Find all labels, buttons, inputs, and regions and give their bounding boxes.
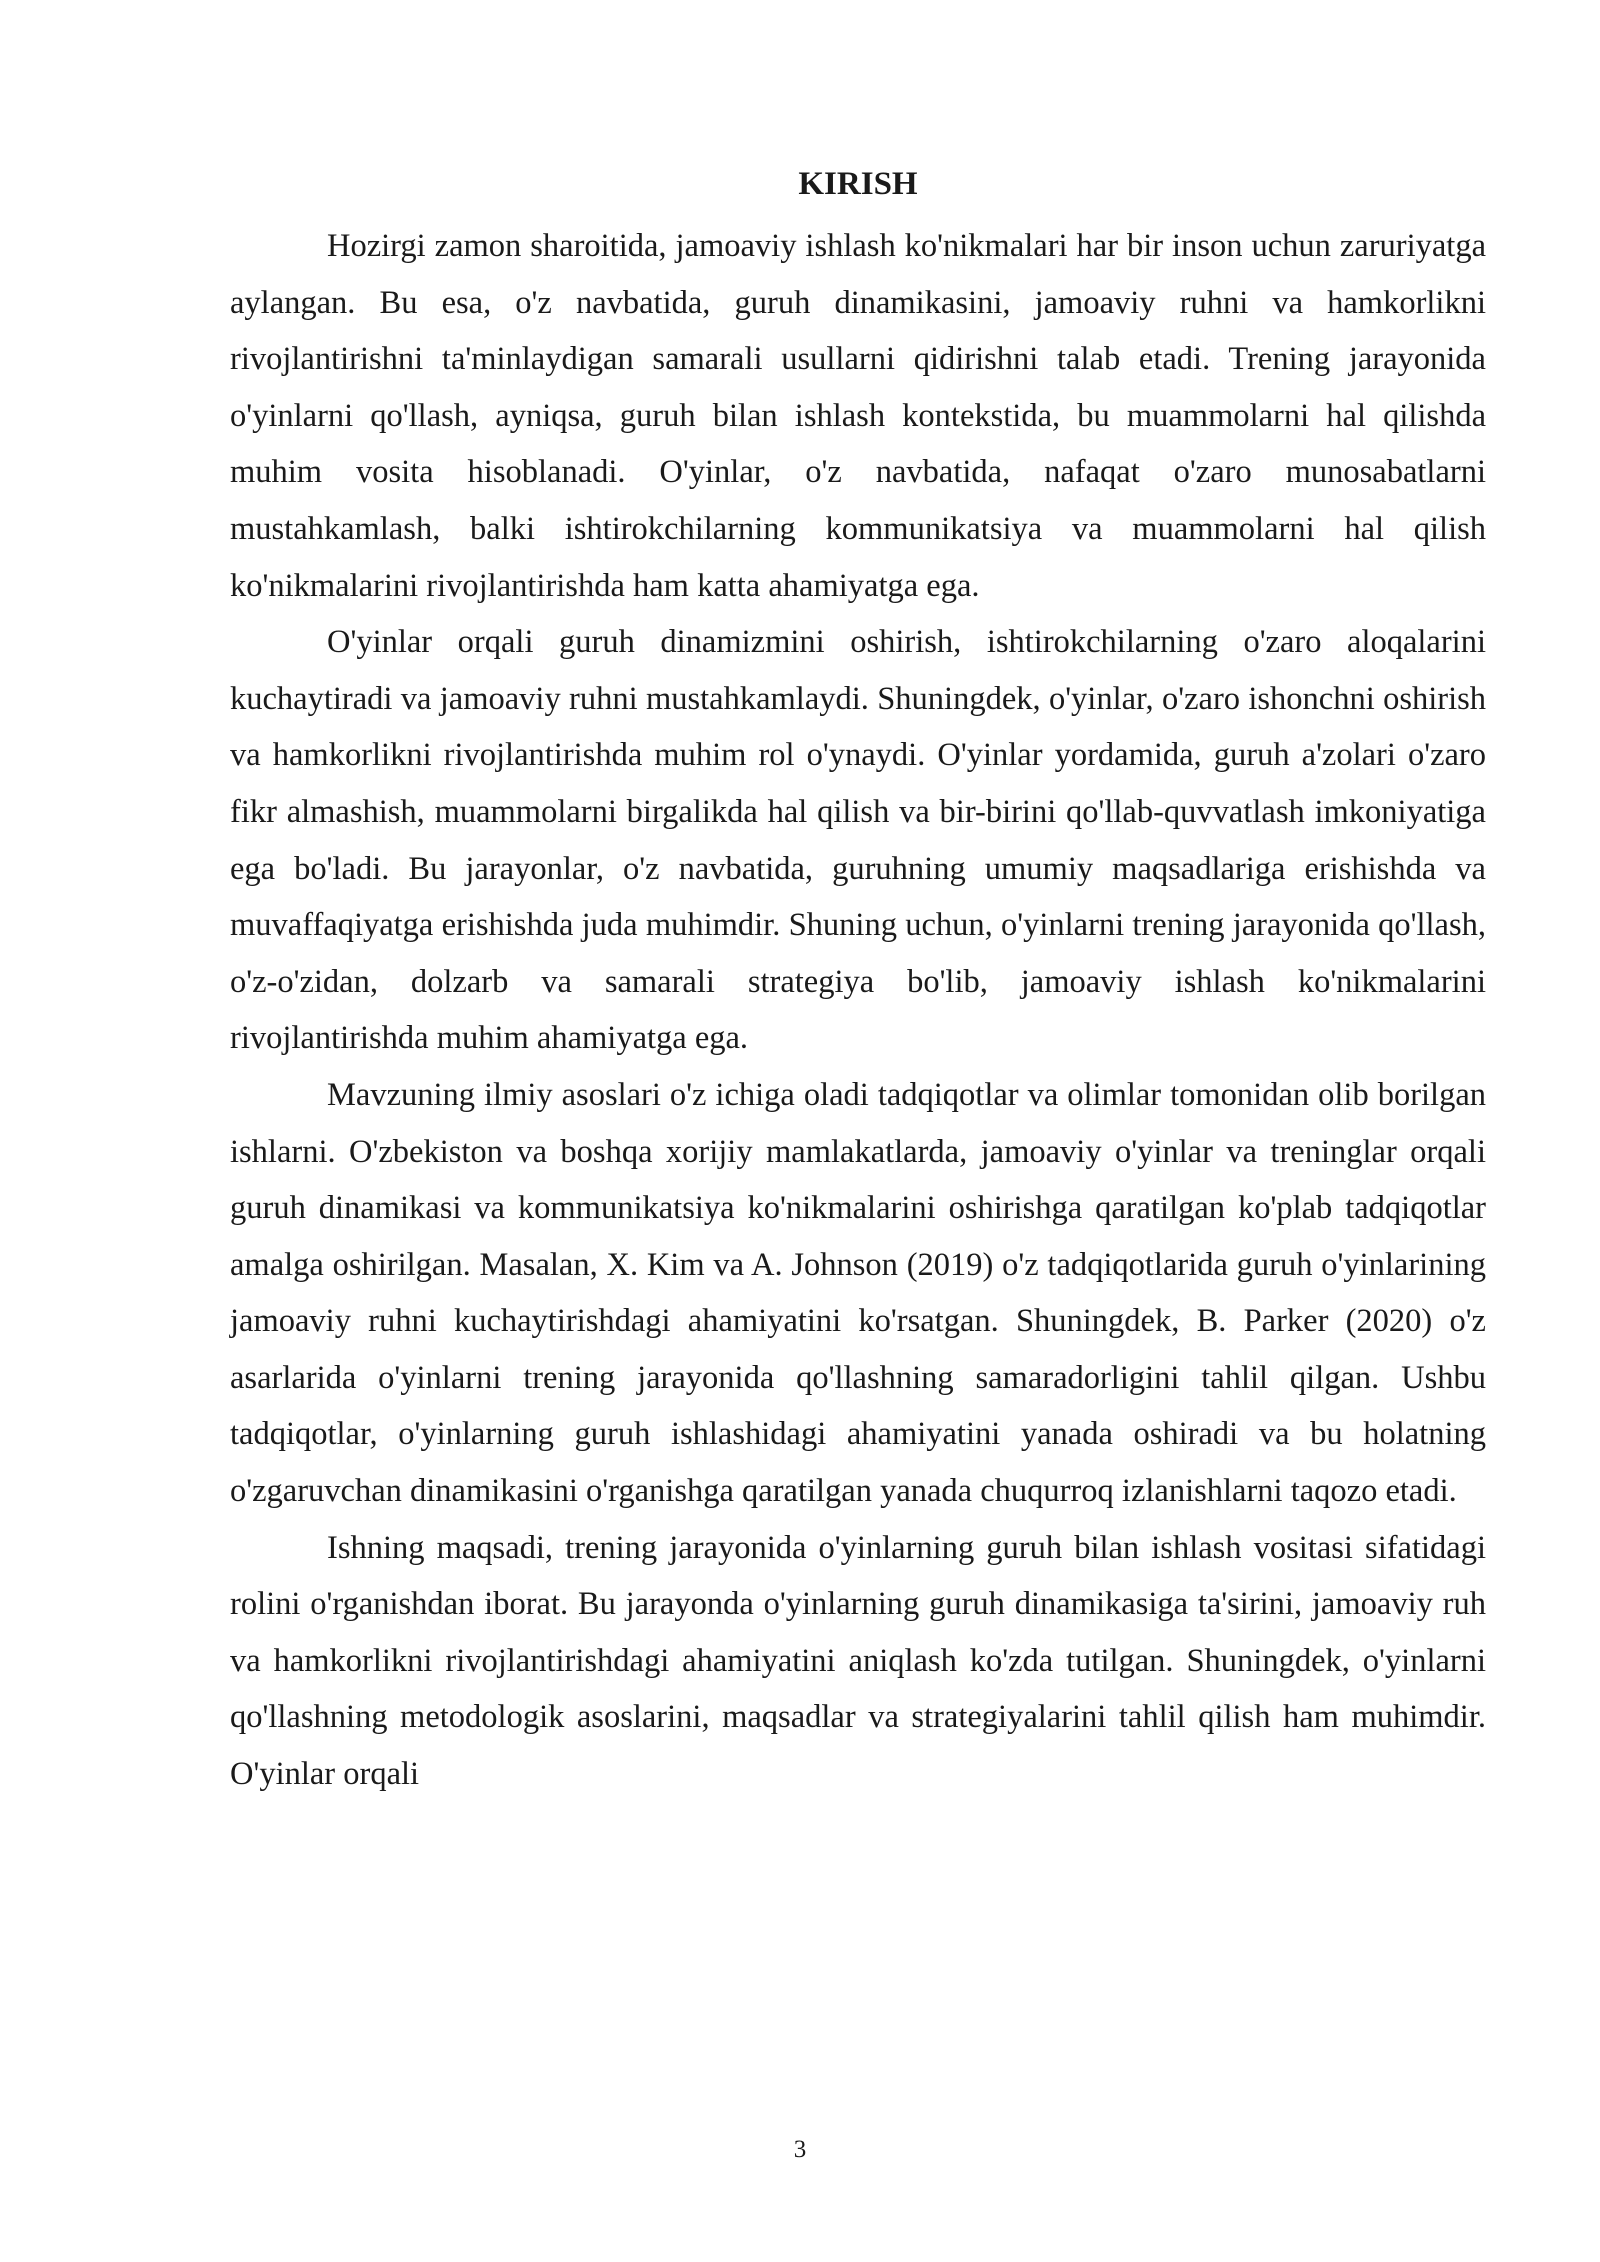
page-number: 3 [793, 2136, 807, 2163]
paragraph-4: Ishning maqsadi, trening jarayonida o'yinlarning guruh bilan ishlash vositasi sifatidagi rolini o'rganishdan iborat. Bu jarayonda o'yinlarning guruh dinamikasiga ta'sirini, jamoaviy ruh va hamkorlikni rivojlantirishdagi ahamiyatini aniqlash ko'zda tutilgan. Shuningdek, o'yinlarni qo'llashning metodologik asoslarini, maqsadlar va strategiyalarini tahlil qilish ham muhimdir. O'yinlar orqali [230, 1529, 1486, 1793]
paragraph-1: Hozirgi zamon sharoitida, jamoaviy ishlash ko'nikmalari har bir inson uchun zaruriyatga aylangan. Bu esa, o'z navbatida, guruh dinamikasini, jamoaviy ruhni va hamkorlikni rivojlantirishni ta'minlaydigan samarali usullarni qidirishni talab etadi. Trening jarayonida o'yinlarni qo'llash, ayniqsa, guruh bilan ishlash kontekstida, bu muammolarni hal qilishda muhim vosita hisoblanadi. O'yinlar, o'z navbatida, nafaqat o'zaro munosabatlarni mustahkamlash, balki ishtirokchilarning kommunikatsiya va muammolarni hal qilish ko'nikmalarini rivojlantirishda ham katta ahamiyatga ega. [230, 228, 1486, 604]
document-body [230, 162, 1486, 1803]
paragraph-3: Mavzuning ilmiy asoslari o'z ichiga oladi tadqiqotlar va olimlar tomonidan olib borilgan ishlarni. O'zbekiston va boshqa xorijiy mamlakatlarda, jamoaviy o'yinlar va treninglar orqali guruh dinamikasi va kommunikatsiya ko'nikmalarini oshirishga qaratilgan ko'plab tadqiqotlar amalga oshirilgan. Masalan, X. Kim va A. Johnson (2019) o'z tadqiqotlarida guruh o'yinlarining jamoaviy ruhni kuchaytirishdagi ahamiyatini ko'rsatgan. Shuningdek, B. Parker (2020) o'z asarlarida o'yinlarni trening jarayonida qo'llashning samaradorligini tahlil qilgan. Ushbu tadqiqotlar, o'yinlarning guruh ishlashidagi ahamiyatini yanada oshiradi va bu holatning o'zgaruvchan dinamikasini o'rganishga qaratilgan yanada chuqurroq izlanishlarni taqozo etadi. [230, 1076, 1486, 1510]
section-title: KIRISH [798, 166, 918, 202]
paragraph-2: O'yinlar orqali guruh dinamizmini oshirish, ishtirokchilarning o'zaro aloqalarini kuchaytiradi va jamoaviy ruhni mustahkamlaydi. Shuningdek, o'yinlar, o'zaro ishonchni oshirish va hamkorlikni rivojlantirishda muhim rol o'ynaydi. O'yinlar yordamida, guruh a'zolari o'zaro fikr almashish, muammolarni birgalikda hal qilish va bir-birini qo'llab-quvvatlash imkoniyatiga ega bo'ladi. Bu jarayonlar, o'z navbatida, guruhning umumiy maqsadlariga erishishda va muvaffaqiyatga erishishda juda muhimdir. Shuning uchun, o'yinlarni trening jarayonida qo'llash, o'z-o'zidan, dolzarb va samarali strategiya bo'lib, jamoaviy ishlash ko'nikmalarini rivojlantirishda muhim ahamiyatga ega. [230, 624, 1486, 1057]
